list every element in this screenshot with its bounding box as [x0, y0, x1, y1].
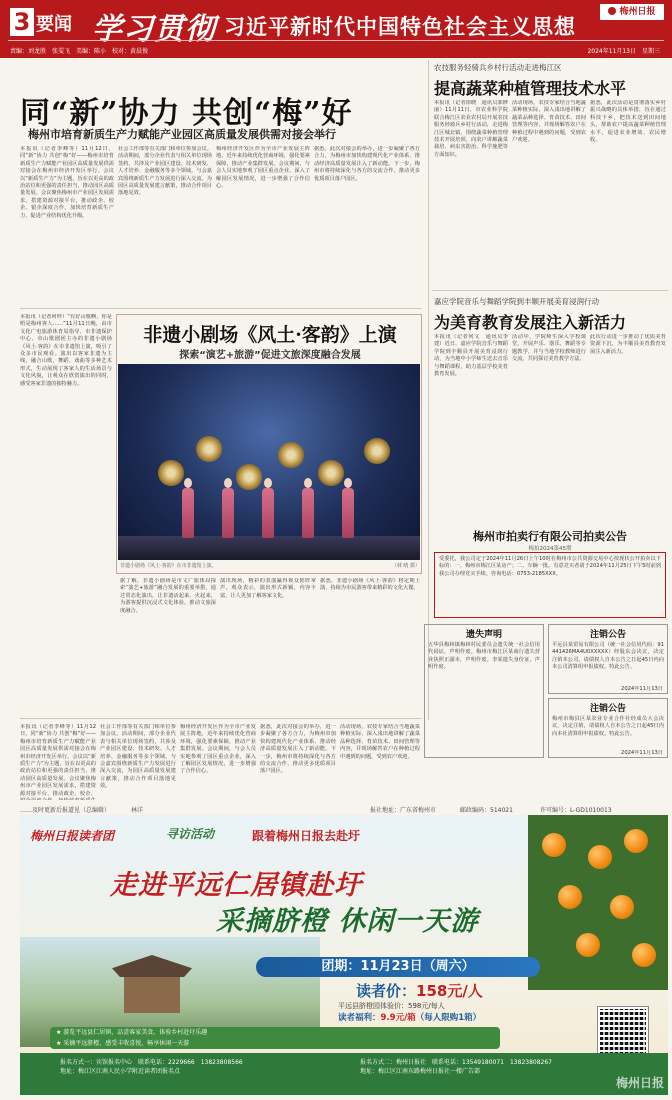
- orange-fruit: [632, 943, 656, 967]
- notices-area: [424, 624, 668, 758]
- plum-logo-icon: [608, 7, 616, 15]
- orange-fruit: [558, 885, 582, 909]
- date-line: 2024年11月13日 星期三: [587, 48, 660, 55]
- lead-column-1: 本报讯（记者李峰等）11月12日，同“新”协力 共创“梅”好——梅州市培育新质生产力赋能产业园区高质量发展供需对接会在梅州市经济开发区举行。会议以“新质生产力”为主题，旨在以更高的政治站位和更强的责任担当，推动园区高质量发展。会议聚焦梅州市产业园区发展需求，搭建资源对接平台，推动政企、校企、银企深度合作，加快培育新质生产力，促进产业结构优化升级。: [20, 146, 114, 219]
- lower-article-column: 本报讯（记者李峰等）11月12日，同“新”协力 共创“梅”好——梅州市培育新质生产力赋能产业园区高质量发展供需对接会在梅州市经济开发区举行。会议以“新质生产力”为主题，旨在以更高的政治站位和更强的责任担当，推动园区高质量发展。会议聚焦梅州市产业园区发展需求，搭建资源对接平台，推动政企、校企、: [20, 724, 96, 797]
- feature-bottom-column-2: 演出现场，精彩的表演赢得观众阵阵掌声。观众表示，演出形式新颖，内容丰富，让人更加了解客家文化。: [220, 578, 316, 599]
- loss-notice: [424, 624, 544, 758]
- feature-bottom-column-3: 据悉，非遗小剧场《风土·客韵》将定期上演，持续为市民游客带来精彩的文化大餐。: [320, 578, 420, 592]
- lead-headline: 同“新”协力 共创“梅”好: [20, 96, 353, 131]
- lower-article-column: 据悉，此次对接会的举办，进一步凝聚了各方合力，为梅州市加快构建现代化产业体系、推动经济高质量发展注入了新动能。下一步，梅州市将持续深化与各方的交流合作，推动更多优质项目落户园区。: [260, 724, 336, 775]
- auction-number: 梅拍2024第45期: [528, 546, 572, 552]
- edu-column-1: 本报讯（记者何文 通讯员李建）近日，嘉应学院音乐与舞蹈学院到丰顺县开展美育浸润行动，为当地中小学师生送去音乐与舞蹈课程，助力基层学校美育教育发展。: [434, 334, 508, 378]
- lead-column-4: 据悉，此次对接会的举办，进一步凝聚了各方合力，为梅州市加快构建现代化产业体系、推动经济高质量发展注入了新动能。下一步，梅州市将持续深化与各方的交流合作，推动更多优质项目落户园区。: [314, 146, 420, 182]
- auction-body: 受委托，我公司定于2024年11月26日上午10时在梅州市公共资源交易中心按现状公开拍卖以下标的：一、梅州市梅江区某房产；二、车辆一批。有意竞买者请于2024年11月25日下午5时前到我公司办理竞买手续。咨询电话：0753-2185XXX。: [439, 556, 661, 577]
- tour-advertisement: [20, 815, 668, 1095]
- farm-column-2: 活动现场，农技专家结合当地蔬菜种植实际，深入浅出地讲解了蔬菜品种选择、育苗技术、田间管理等内容，并现场解答农户在种植过程中遇到的问题，受到农户欢迎。: [512, 100, 586, 144]
- orange-fruit: [624, 829, 648, 853]
- lead-subheadline: 梅州市培育新质生产力赋能产业园区高质量发展供需对接会举行: [28, 128, 336, 141]
- slug-line: ……及时更新后报道见（总编辑） 林洋 报社地址：广东省梅州市 邮政编码：514021 许可编号：L-GD1010013: [20, 807, 612, 814]
- page-number: 3: [10, 8, 34, 36]
- tour-date-banner: 团期：11月23日（周六）: [256, 957, 540, 977]
- bamboo-hat: [236, 464, 262, 490]
- orange-fruit: [542, 833, 566, 857]
- dancer-figure: [218, 474, 238, 538]
- lower-article-column: 活动现场，农技专家结合当地蔬菜种植实际，深入浅出地讲解了蔬菜品种选择、育苗技术、田间管理等内容，并现场解答农户在种植过程中遇到的问题，受到农户欢迎。: [340, 724, 420, 760]
- cancel-notice-date: 2024年11月13日: [621, 750, 663, 756]
- orange-fruit: [576, 933, 600, 957]
- feature-bottom-column-1: 据了解，非遗小剧场是市文广旅体局探索“演艺+旅游”融合发展的重要举措，通过常态化演出，让非遗活起来、火起来，为游客提供沉浸式文化体验，推动文旅深度融合。: [120, 578, 216, 614]
- divider: [432, 290, 668, 291]
- farm-kicker: 农技服务轻骑兵乡村行活动走进梅江区: [434, 63, 562, 72]
- bamboo-hat: [318, 460, 344, 486]
- cancel-notice-body: 平远县某贸易有限公司（统一社会信用代码：91441426MA4U0XXXXX）经股东会决议，决定注销本公司，请债权人自本公告之日起45日内向本公司清算组申报债权。特此公告。: [552, 642, 664, 671]
- loss-notice-body: 五华县梅林镇梅林村民委员会遗失统一社会信用代码证，声明作废。梅州市梅江区某商行遗失营业执照正副本，声明作废。李某遗失身份证，声明作废。: [428, 642, 540, 671]
- cancel-notice-1: [548, 624, 668, 694]
- ad-tagline: 跟着梅州日报去赴圩: [252, 829, 361, 843]
- ad-brand: 梅州日报读者团: [30, 829, 115, 843]
- feature-left-column: 本报讯（记者何梓）“有好山歌啊，你是唔是梅州客人……”11月11日晚，由市文化广电旅游体育局指导、市非遗保护中心、市山歌剧团主办的非遗小剧场《风土·客韵》在市非遗馆上演，吸引了众多市民观看。演出以客家非遗为主线，融合山歌、舞蹈、戏曲等多种艺术形式，生动展现了客家人的生活场景与文化风貌，让观众在欣赏演出的同时，感受客家非遗的独特魅力。: [20, 314, 112, 387]
- section-name: 要闻: [36, 14, 72, 35]
- farm-column-1: 本报讯（记者徐晓 通讯员郭修丽）11月11日，市农业科学院联合梅江区农业农村局开展农技服务轻骑兵乡村行活动，走进梅江区城北镇，围绕蔬菜种植管理技术开展培训，向农户讲解蔬菜栽培、病虫害防治、科学施肥等方面知识。: [434, 100, 508, 158]
- edu-column-3: 此次行动进一步推动了优质美育资源下沉，为丰顺县美育教育发展注入新活力。: [590, 334, 666, 355]
- bamboo-hat: [364, 438, 390, 464]
- ad-highlights: ★ 游览平远县仁居镇，品尝客家美食，体验乡村赴圩乐趣 ★ 采摘平远脐橙，感受丰收喜悦，畅享休闲一天游: [50, 1027, 500, 1049]
- orange-fruit: [588, 845, 612, 869]
- lead-column-2: 社会工作部等有关部门和单位参加会议。活动期间，部分企业代表与相关单位现场签约，共涉及产业园区建设、技术研发、人才培养、金融服务等多个领域。与会嘉宾围绕新质生产力发展进行深入交流，为园区高质量发展建言献策，推动合作项目落地见效。: [118, 146, 212, 197]
- farm-headline: 提高蔬菜种植管理技术水平: [434, 79, 627, 98]
- cancel-notice-body: 梅州市梅县区某农业专业合作社经成员大会决议，决定注销，请债权人自本公告之日起45日内向本社清算组申报债权。特此公告。: [552, 716, 664, 737]
- edu-headline: 为美育教育发展注入新活力: [434, 313, 627, 332]
- column-name: 学习贯彻: [92, 12, 216, 47]
- feature-headline: 非遗小剧场《风土·客韵》上演: [143, 324, 397, 346]
- dancer-figure: [298, 474, 318, 538]
- column-divider: [428, 60, 429, 720]
- divider: [20, 308, 422, 309]
- lower-article-column: 社会工作部等有关部门和单位参加会议。活动期间，部分企业代表与相关单位现场签约，共涉及产业园区建设、技术研发、人才培养、金融服务等多个领域。与会嘉宾围绕新质生产力发展进行深入交流，为园区高质量发展建言献策，推动合作项目落地见效。: [100, 724, 176, 790]
- ad-brand-2: 寻访活动: [166, 827, 215, 841]
- paper-logo: 梅州日报: [600, 4, 664, 20]
- bamboo-hat: [158, 460, 184, 486]
- qr-code-icon: [598, 1007, 648, 1057]
- divider: [20, 718, 422, 719]
- auction-box: [434, 552, 666, 618]
- photo-caption: 非遗小剧场《风土·客韵》在市非遗馆上演。 （林 晴 摄）: [120, 563, 420, 569]
- edu-column-2: 活动中，学院师生深入学校课堂，开展声乐、器乐、舞蹈等专题教学，并与当地学校教师进行交流，共同探讨美育教学方法。: [512, 334, 586, 363]
- orange-fruit: [610, 895, 634, 919]
- dancer-figure: [258, 474, 278, 538]
- photo-credit: （林 晴 摄）: [391, 563, 420, 569]
- cancel-notice-2: [548, 698, 668, 758]
- staff-line: 责编：刘龙胜 张雯飞 美编：陈小 校对：黄晨俊: [10, 48, 149, 55]
- cancel-notice-date: 2024年11月13日: [621, 686, 663, 692]
- watermark: 梅州日报: [615, 1076, 664, 1090]
- stage-floor: [118, 536, 420, 560]
- edu-kicker: 嘉应学院音乐与舞蹈学院到丰顺开展美育浸润行动: [434, 297, 599, 306]
- ad-headline-2: 采摘脐橙 休闲一天游: [216, 906, 479, 937]
- farm-column-3: 据悉，此次活动是贯彻落实乡村振兴战略的具体举措，旨在通过科技下乡，把技术送到田间地头，帮助农户提高蔬菜种植管理水平，促进农业增效、农民增收。: [590, 100, 666, 144]
- cancel-notice-title: 注销公告: [589, 630, 626, 640]
- ad-headline-1: 走进平远仁居镇赴圩: [110, 870, 362, 901]
- performance-photo: [118, 364, 420, 560]
- page-header: [0, 0, 672, 58]
- feature-subheadline: 探索“演艺+旅游”促进文旅深度融合发展: [179, 350, 361, 361]
- bamboo-hat: [196, 436, 222, 462]
- pavilion-body: [124, 977, 180, 1013]
- loss-notice-title: 遗失声明: [465, 630, 502, 640]
- auction-headline: 梅州市拍卖行有限公司拍卖公告: [473, 530, 627, 543]
- cancel-notice-title: 注销公告: [589, 704, 626, 714]
- lower-article-column: 梅州经济开发区作为全市产业发展主阵地，近年来持续优化营商环境，强化要素保障，推动产业集群发展。会议期间，与会人员实地参观了园区重点企业，深入了解园区发展情况，进一步增强了合作信心。: [180, 724, 256, 775]
- ad-contact-bar: 报名方式一：宾馆报名中心 联系电话：2229666 13823808566 地址：梅江区江南人民小学附近读者团报名点 报名方式二：梅州日报社 联系电话：13549180071 13823808267 地址：梅江区江南东路梅州日报社一楼广告部: [20, 1053, 668, 1095]
- header-rule: [8, 40, 664, 41]
- price-note: 平远县脐橙园体验价：598元/每人: [338, 1002, 445, 1010]
- dancer-figure: [338, 474, 358, 538]
- dancer-figure: [178, 474, 198, 538]
- bamboo-hat: [278, 442, 304, 468]
- section-theme: 习近平新时代中国特色社会主义思想: [224, 15, 576, 39]
- orange-tree-photo: [528, 815, 668, 990]
- lead-column-3: 梅州经济开发区作为全市产业发展主阵地，近年来持续优化营商环境，强化要素保障，推动产业集群发展。会议期间，与会人员实地参观了园区重点企业，深入了解园区发展情况，进一步增强了合作信心。: [216, 146, 310, 190]
- reader-perk: 读者福利：9.9元/箱（每人限购1箱）: [338, 1013, 482, 1023]
- tour-price: 读者价：158元/人: [356, 982, 483, 1000]
